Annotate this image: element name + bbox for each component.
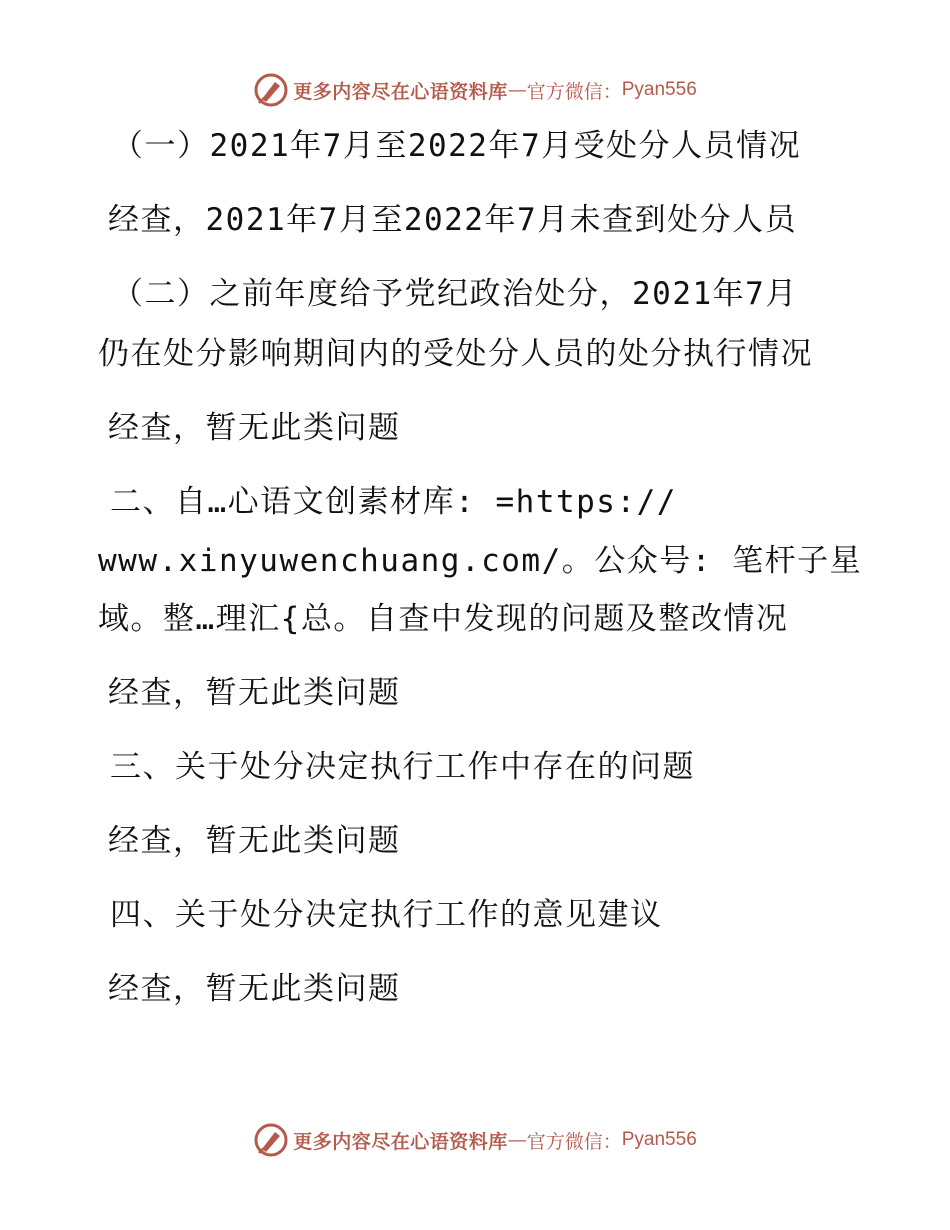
footer-banner — [0, 1120, 950, 1160]
section-1-2-body: 经查，暂无此类问题 — [108, 410, 401, 446]
banner-wechat-id: Pyan556 — [621, 79, 697, 100]
section-4-heading: 四、关于处分决定执行工作的意见建议 — [110, 897, 663, 933]
footer-banner-wechat-id: Pyan556 — [621, 1129, 697, 1150]
section-4-body: 经查，暂无此类问题 — [108, 971, 401, 1007]
banner-text: 更多内容尽在心语资料库 — [293, 80, 508, 103]
section-1-2-heading-line-2: 仍在处分影响期间内的受处分人员的处分执行情况 — [98, 336, 813, 372]
section-3-heading: 三、关于处分决定执行工作中存在的问题 — [110, 749, 695, 785]
banner-separator: — — [507, 79, 527, 101]
pen-nib-logo-icon — [253, 72, 289, 108]
section-3-body: 经查，暂无此类问题 — [108, 823, 401, 859]
section-1-1-heading: （一）2021年7月至2022年7月受处分人员情况 — [112, 128, 802, 164]
section-2-body: 经查，暂无此类问题 — [108, 675, 401, 711]
section-2-heading-line-2: www.xinyuwenchuang.com/。公众号: 笔杆子星 — [98, 543, 863, 579]
footer-banner-text: 更多内容尽在心语资料库 — [293, 1130, 508, 1153]
section-1-1-body: 经查，2021年7月至2022年7月未查到处分人员 — [108, 202, 798, 238]
section-2-heading-line-1: 二、自…心语文创素材库: =https:// — [110, 484, 677, 520]
footer-logo-group — [253, 1122, 697, 1158]
banner-wechat-label: 官方微信： — [526, 80, 622, 103]
section-2-heading-line-3: 域。整…理汇{总。自查中发现的问题及整改情况 — [98, 601, 789, 637]
header-banner — [0, 70, 950, 110]
banner-logo-group — [253, 72, 697, 108]
footer-banner-wechat-label: 官方微信： — [526, 1130, 622, 1153]
section-1-2-heading-line-1: （二）之前年度给予党纪政治处分，2021年7月 — [112, 276, 798, 312]
footer-banner-separator: — — [507, 1129, 527, 1151]
pen-nib-logo-icon — [253, 1122, 289, 1158]
